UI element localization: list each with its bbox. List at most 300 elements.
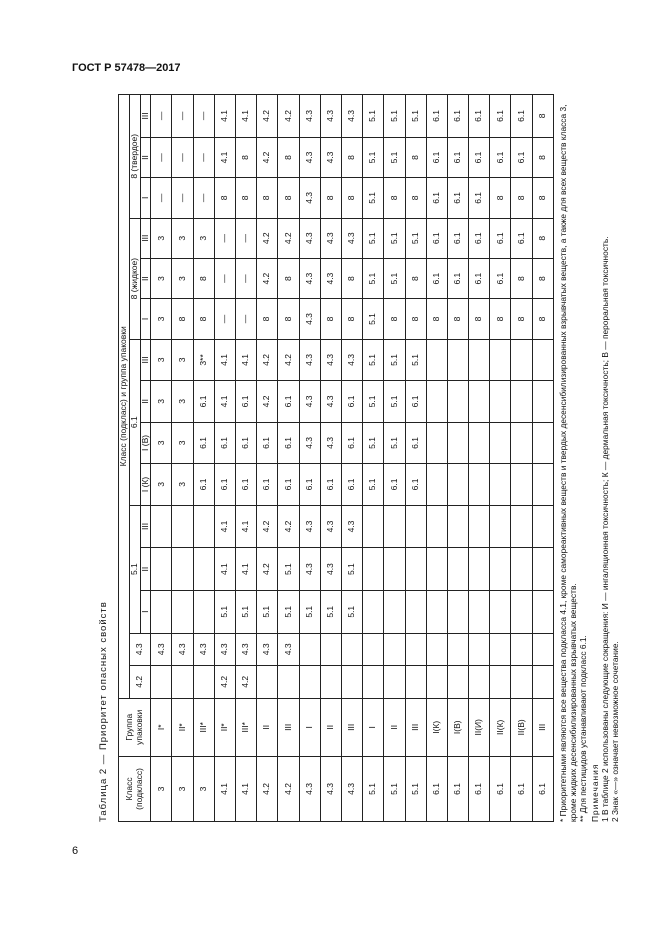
table-cell: 8: [193, 258, 214, 298]
table-cell: [384, 590, 405, 633]
table-cell: 6.1: [278, 381, 299, 423]
table-cell: [490, 381, 511, 423]
table-cell: 4.2: [278, 339, 299, 381]
table-cell: [363, 633, 384, 666]
table-cell: [447, 381, 468, 423]
table-cell: 4.3: [341, 95, 362, 138]
table-cell: 4.2: [214, 666, 235, 699]
table-cell: [511, 633, 532, 666]
table-cell: 4.3: [299, 339, 320, 381]
table-cell: [405, 590, 426, 633]
table-cell: [490, 464, 511, 506]
class-cell: 4.1: [214, 756, 235, 821]
table-row: [320, 95, 341, 822]
table-cell: [469, 381, 490, 423]
table-cell: 6.1: [214, 464, 235, 506]
group-cell: III: [278, 698, 299, 756]
table-cell: [469, 548, 490, 591]
class-cell: 3: [193, 756, 214, 821]
table-cell: 4.2: [257, 381, 278, 423]
table-cell: 8: [490, 299, 511, 339]
table-cell: 3: [151, 218, 172, 258]
table-cell: [405, 666, 426, 699]
table-cell: 3: [151, 339, 172, 381]
table-cell: 8: [511, 258, 532, 298]
table-cell: 4.3: [320, 548, 341, 591]
table-cell: 6.1: [405, 381, 426, 423]
table-cell: 4.3: [193, 633, 214, 666]
table-cell: 5.1: [405, 218, 426, 258]
table-cell: [426, 464, 447, 506]
table-cell: 6.1: [236, 422, 257, 464]
table-cell: [469, 505, 490, 548]
group-cell: I*: [151, 698, 172, 756]
table-cell: 4.2: [257, 137, 278, 177]
table-cell: [532, 381, 553, 423]
table-row: [236, 95, 257, 822]
table-cell: [469, 590, 490, 633]
table-row: [426, 95, 447, 822]
table-cell: 5.1: [320, 590, 341, 633]
table-cell: 6.1: [469, 137, 490, 177]
table-cell: 6.1: [257, 464, 278, 506]
table-cell: 4.3: [257, 633, 278, 666]
table-cell: 4.3: [299, 422, 320, 464]
priority-table: [118, 94, 554, 822]
table-cell: [490, 548, 511, 591]
class-cell: 4.2: [278, 756, 299, 821]
table-cell: 8: [384, 178, 405, 218]
table-cell: 6.1: [511, 95, 532, 138]
subcol-6-1-ik: I (К): [140, 464, 151, 506]
table-cell: [172, 548, 193, 591]
table-cell: 5.1: [278, 590, 299, 633]
class-header: Класс (подкласс): [119, 756, 151, 821]
table-cell: 6.1: [257, 422, 278, 464]
table-cell: [151, 505, 172, 548]
table-cell: [532, 464, 553, 506]
subcol-6-1-iv: I (В): [140, 422, 151, 464]
table-cell: 5.1: [363, 339, 384, 381]
table-cell: [363, 505, 384, 548]
table-cell: 4.2: [257, 258, 278, 298]
class-cell: 5.1: [363, 756, 384, 821]
table-cell: [532, 633, 553, 666]
table-cell: [151, 590, 172, 633]
group-cell: III: [405, 698, 426, 756]
table-cell: [469, 422, 490, 464]
table-cell: 8: [490, 178, 511, 218]
table-row: [469, 95, 490, 822]
table-cell: 4.3: [236, 633, 257, 666]
table-cell: [151, 548, 172, 591]
group-cell: I: [299, 698, 320, 756]
table-cell: 8: [341, 178, 362, 218]
table-row: [341, 95, 362, 822]
table-cell: [447, 590, 468, 633]
table-cell: 5.1: [384, 95, 405, 138]
table-cell: 8: [278, 299, 299, 339]
table-cell: —: [236, 258, 257, 298]
table-row: [490, 95, 511, 822]
table-cell: 8: [532, 137, 553, 177]
table-cell: [469, 339, 490, 381]
table-cell: [447, 339, 468, 381]
table-cell: 6.1: [490, 258, 511, 298]
table-cell: 6.1: [426, 218, 447, 258]
group-cell: II: [257, 698, 278, 756]
table-row: [511, 95, 532, 822]
table-caption: Таблица 2 — Приоритет опасных свойств: [98, 601, 109, 822]
table-cell: 4.3: [320, 218, 341, 258]
group-cell: I(В): [447, 698, 468, 756]
table-cell: 5.1: [363, 464, 384, 506]
table-cell: 4.2: [257, 548, 278, 591]
table-cell: 6.1: [490, 95, 511, 138]
group-cell: II*: [172, 698, 193, 756]
table-cell: 8: [278, 137, 299, 177]
class-cell: 6.1: [447, 756, 468, 821]
table-row: [363, 95, 384, 822]
table-cell: [490, 422, 511, 464]
table-cell: [278, 666, 299, 699]
table-body: [151, 95, 554, 822]
table-cell: [469, 633, 490, 666]
table-cell: [426, 505, 447, 548]
table-cell: 6.1: [447, 218, 468, 258]
table-cell: —: [236, 218, 257, 258]
table-cell: 4.3: [214, 633, 235, 666]
table-cell: —: [193, 95, 214, 138]
table-cell: 6.1: [278, 422, 299, 464]
table-cell: 8: [511, 299, 532, 339]
table-cell: 3: [172, 464, 193, 506]
group-cell: II(В): [511, 698, 532, 756]
table-cell: [447, 666, 468, 699]
table-cell: —: [236, 299, 257, 339]
table-cell: [405, 505, 426, 548]
table-cell: 6.1: [469, 258, 490, 298]
group-cell: III*: [193, 698, 214, 756]
table-cell: [363, 666, 384, 699]
table-cell: 6.1: [214, 422, 235, 464]
table-cell: 8: [257, 299, 278, 339]
table-cell: [469, 666, 490, 699]
table-cell: 5.1: [384, 218, 405, 258]
table-cell: 4.3: [299, 299, 320, 339]
table-cell: [511, 590, 532, 633]
table-row: [172, 95, 193, 822]
table-cell: 6.1: [299, 464, 320, 506]
table-cell: 6.1: [426, 137, 447, 177]
table-cell: 3: [172, 258, 193, 298]
table-cell: 6.1: [320, 464, 341, 506]
table-cell: [426, 422, 447, 464]
col-5-1-header: 5.1: [129, 505, 140, 633]
table-cell: [193, 505, 214, 548]
table-cell: —: [151, 137, 172, 177]
group-cell: II*: [214, 698, 235, 756]
table-cell: [511, 339, 532, 381]
footnote-1: * Приоритетными являются все вещества подкласса 4.1, кроме самореактивных веществ и твердых десенсибилизированных взрывчатых веществ, а также для всех веществ класса 3, кроме жидких десенсибилизированных взрывчатых веществ.: [558, 104, 578, 822]
table-row: [447, 95, 468, 822]
table-cell: [490, 633, 511, 666]
table-cell: [172, 505, 193, 548]
table-cell: 6.1: [469, 218, 490, 258]
table-cell: 8: [532, 218, 553, 258]
table-cell: 4.1: [214, 505, 235, 548]
table-cell: [532, 548, 553, 591]
subcol-8s-iii: III: [140, 95, 151, 138]
group-header: Группа упаковки: [119, 698, 151, 756]
table-cell: 5.1: [257, 590, 278, 633]
table-cell: 4.3: [320, 422, 341, 464]
table-cell: [511, 548, 532, 591]
table-cell: [193, 548, 214, 591]
table-cell: 8: [469, 299, 490, 339]
table-cell: [511, 505, 532, 548]
table-notes: [558, 94, 620, 822]
table-cell: [320, 666, 341, 699]
table-cell: —: [172, 178, 193, 218]
table-cell: 5.1: [384, 381, 405, 423]
table-cell: 4.1: [214, 548, 235, 591]
table-cell: 5.1: [278, 548, 299, 591]
table-cell: 5.1: [384, 339, 405, 381]
group-cell: I: [363, 698, 384, 756]
table-cell: 8: [257, 178, 278, 218]
class-group-span-header: Класс (подкласс) и группа упаковки: [119, 95, 130, 699]
table-cell: 6.1: [511, 218, 532, 258]
subcol-6-1-ii: II: [140, 381, 151, 423]
table-cell: —: [151, 95, 172, 138]
table-cell: 4.3: [278, 633, 299, 666]
group-cell: III: [341, 698, 362, 756]
table-cell: 4.2: [257, 218, 278, 258]
table-cell: 8: [384, 299, 405, 339]
table-cell: 3: [193, 218, 214, 258]
table-cell: [532, 666, 553, 699]
table-cell: 4.2: [257, 95, 278, 138]
table-cell: —: [214, 299, 235, 339]
table-cell: [511, 422, 532, 464]
table-cell: [299, 666, 320, 699]
table-cell: [490, 666, 511, 699]
table-cell: 4.3: [299, 505, 320, 548]
table-cell: —: [172, 137, 193, 177]
table-cell: 8: [532, 299, 553, 339]
group-cell: III*: [236, 698, 257, 756]
table-cell: 5.1: [363, 95, 384, 138]
table-cell: [426, 339, 447, 381]
table-cell: [426, 548, 447, 591]
table-cell: 4.3: [299, 137, 320, 177]
table-cell: [532, 339, 553, 381]
table-cell: [532, 505, 553, 548]
table-cell: 4.3: [320, 339, 341, 381]
table-cell: 4.1: [214, 137, 235, 177]
table-cell: [532, 590, 553, 633]
table-cell: 6.1: [193, 381, 214, 423]
table-cell: [363, 548, 384, 591]
table-cell: 5.1: [341, 548, 362, 591]
table-cell: [341, 666, 362, 699]
table-cell: [363, 590, 384, 633]
col-8-solid-header: 8 (твердое): [129, 95, 140, 219]
table-cell: 6.1: [405, 464, 426, 506]
table-cell: [341, 633, 362, 666]
class-cell: 4.3: [299, 756, 320, 821]
table-cell: 8: [278, 258, 299, 298]
table-cell: [384, 505, 405, 548]
subcol-5-1-ii: II: [140, 548, 151, 591]
table-cell: 4.3: [151, 633, 172, 666]
group-cell: II(И): [469, 698, 490, 756]
table-cell: [405, 548, 426, 591]
class-cell: 4.3: [341, 756, 362, 821]
table-row: [278, 95, 299, 822]
subcol-8l-iii: III: [140, 218, 151, 258]
table-cell: 8: [193, 299, 214, 339]
table-cell: 3: [151, 422, 172, 464]
table-cell: [193, 666, 214, 699]
table-cell: 4.1: [236, 95, 257, 138]
table-cell: 5.1: [363, 258, 384, 298]
subcol-6-1-iii: III: [140, 339, 151, 381]
class-cell: 4.3: [320, 756, 341, 821]
table-cell: —: [172, 95, 193, 138]
table-cell: [532, 422, 553, 464]
table-cell: 6.1: [469, 178, 490, 218]
table-cell: 4.3: [320, 505, 341, 548]
note-1: 1 В таблице 2 использованы следующие сокращения: И — ингаляционная токсичность; К — дермальная токсичность; В — пероральная токсичность.: [600, 236, 610, 822]
note-2: 2 Знак «—» означает невозможное сочетание.: [610, 641, 620, 822]
table-row: [299, 95, 320, 822]
table-cell: 4.2: [278, 95, 299, 138]
table-cell: 6.1: [511, 137, 532, 177]
table-cell: 4.3: [299, 95, 320, 138]
table-cell: [426, 633, 447, 666]
table-cell: —: [214, 218, 235, 258]
table-cell: 8: [447, 299, 468, 339]
table-row: [193, 95, 214, 822]
table-cell: [405, 633, 426, 666]
table-cell: 5.1: [405, 95, 426, 138]
table-cell: 8: [320, 178, 341, 218]
subcol-5-1-i: I: [140, 590, 151, 633]
table-cell: 4.1: [214, 339, 235, 381]
table-cell: 6.1: [341, 422, 362, 464]
table-cell: 4.2: [257, 505, 278, 548]
table-cell: 8: [320, 299, 341, 339]
table-cell: 6.1: [447, 95, 468, 138]
table-cell: 3: [151, 299, 172, 339]
table-cell: 8: [341, 258, 362, 298]
table-cell: 4.3: [299, 178, 320, 218]
table-cell: 6.1: [426, 95, 447, 138]
table-cell: 4.3: [172, 633, 193, 666]
table-cell: [511, 464, 532, 506]
table-cell: 6.1: [193, 422, 214, 464]
table-cell: 5.1: [363, 422, 384, 464]
table-cell: 5.1: [384, 422, 405, 464]
table-cell: [384, 666, 405, 699]
table-cell: 4.1: [236, 548, 257, 591]
table-cell: [490, 590, 511, 633]
table-cell: 4.2: [278, 218, 299, 258]
col-4-3-header: 4.3: [129, 633, 151, 666]
page-number: 6: [72, 845, 79, 857]
group-cell: II: [320, 698, 341, 756]
table-cell: 8: [426, 299, 447, 339]
class-cell: 3: [151, 756, 172, 821]
col-6-1-header: 6.1: [129, 339, 140, 505]
table-cell: 3: [172, 381, 193, 423]
group-cell: II: [384, 698, 405, 756]
subcol-8s-i: I: [140, 178, 151, 218]
table-cell: [172, 590, 193, 633]
table-cell: [447, 633, 468, 666]
table-row: [214, 95, 235, 822]
table-cell: 5.1: [384, 137, 405, 177]
class-cell: 6.1: [511, 756, 532, 821]
footnote-2: ** Для пестицидов устанавливают подкласс 6.1.: [578, 635, 588, 822]
table-row: [257, 95, 278, 822]
table-cell: 4.2: [236, 666, 257, 699]
subcol-5-1-iii: III: [140, 505, 151, 548]
table-cell: 4.3: [320, 137, 341, 177]
table-cell: 6.1: [447, 178, 468, 218]
table-cell: [320, 633, 341, 666]
table-cell: [511, 666, 532, 699]
table-cell: 3: [151, 381, 172, 423]
table-cell: 5.1: [363, 299, 384, 339]
class-cell: 4.2: [257, 756, 278, 821]
table-cell: 6.1: [447, 137, 468, 177]
table-cell: 4.3: [320, 381, 341, 423]
table-cell: 8: [236, 178, 257, 218]
class-cell: 5.1: [384, 756, 405, 821]
table-cell: 3**: [193, 339, 214, 381]
table-cell: [426, 381, 447, 423]
class-cell: 5.1: [405, 756, 426, 821]
table-cell: [257, 666, 278, 699]
table-cell: 6.1: [426, 178, 447, 218]
table-cell: 8: [278, 178, 299, 218]
table-cell: [490, 339, 511, 381]
group-cell: I(К): [426, 698, 447, 756]
table-cell: 8: [236, 137, 257, 177]
table-cell: 6.1: [278, 464, 299, 506]
table-cell: [151, 666, 172, 699]
table-cell: —: [214, 258, 235, 298]
table-cell: 5.1: [363, 137, 384, 177]
class-cell: 6.1: [469, 756, 490, 821]
table-cell: 4.1: [236, 505, 257, 548]
class-cell: 4.1: [236, 756, 257, 821]
table-cell: 4.2: [278, 505, 299, 548]
col-4-2-header: 4.2: [129, 666, 151, 699]
class-cell: 6.1: [426, 756, 447, 821]
table-cell: 8: [214, 178, 235, 218]
group-cell: III: [532, 698, 553, 756]
table-cell: 6.1: [341, 464, 362, 506]
table-cell: 6.1: [236, 381, 257, 423]
subcol-8s-ii: II: [140, 137, 151, 177]
table-cell: 4.3: [320, 95, 341, 138]
table-row: [532, 95, 553, 822]
table-cell: 6.1: [193, 464, 214, 506]
